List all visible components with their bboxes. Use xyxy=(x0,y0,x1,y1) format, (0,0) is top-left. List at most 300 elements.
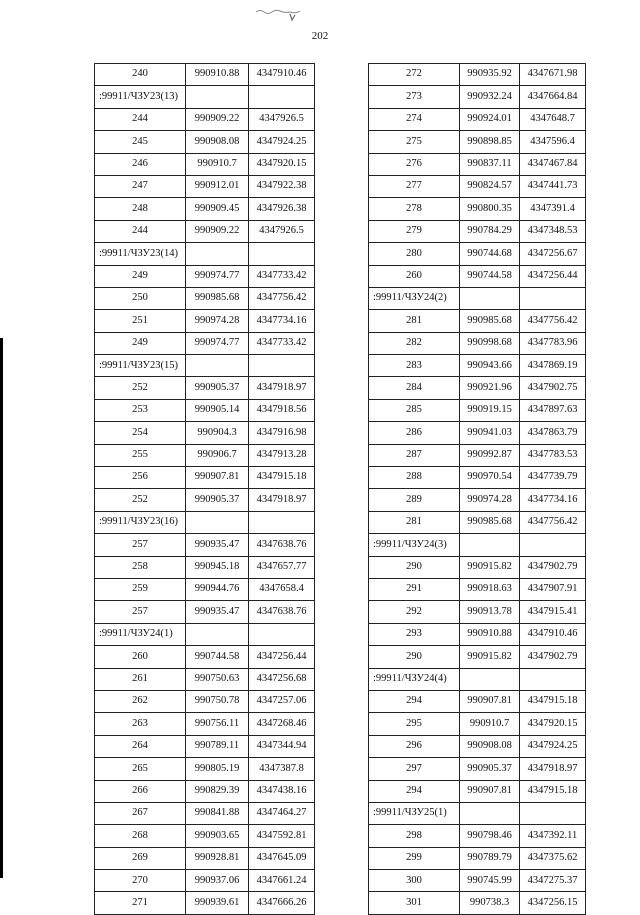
point-number-cell: 260 xyxy=(369,265,460,287)
point-number-cell: 287 xyxy=(369,444,460,466)
y-coordinate-cell: 4347902.75 xyxy=(520,377,586,399)
x-coordinate-cell: 990985.68 xyxy=(460,511,520,533)
y-coordinate-cell xyxy=(520,802,586,824)
x-coordinate-cell xyxy=(460,287,520,309)
x-coordinate-cell: 990944.76 xyxy=(186,578,249,600)
point-number-cell: 272 xyxy=(369,64,460,86)
x-coordinate-cell: 990913.78 xyxy=(460,601,520,623)
y-coordinate-cell: 4347256.15 xyxy=(520,892,586,914)
table-row xyxy=(95,131,315,153)
point-number-cell: 281 xyxy=(369,310,460,332)
x-coordinate-cell: 990928.81 xyxy=(186,847,249,869)
x-coordinate-cell: 990935.47 xyxy=(186,601,249,623)
y-coordinate-cell: 4347275.37 xyxy=(520,870,586,892)
x-coordinate-cell xyxy=(186,355,249,377)
y-coordinate-cell: 4347783.53 xyxy=(520,444,586,466)
x-coordinate-cell: 990837.11 xyxy=(460,153,520,175)
x-coordinate-cell: 990800.35 xyxy=(460,198,520,220)
y-coordinate-cell: 4347756.42 xyxy=(520,511,586,533)
y-coordinate-cell: 4347348.53 xyxy=(520,220,586,242)
table-row xyxy=(369,802,586,824)
y-coordinate-cell: 4347375.62 xyxy=(520,847,586,869)
point-number-cell: 281 xyxy=(369,511,460,533)
x-coordinate-cell: 990744.58 xyxy=(186,646,249,668)
point-number-cell: 267 xyxy=(95,802,186,824)
y-coordinate-cell: 4347920.15 xyxy=(520,713,586,735)
point-number-cell: 265 xyxy=(95,758,186,780)
x-coordinate-cell: 990907.81 xyxy=(460,690,520,712)
coordinates-table-left-body xyxy=(95,64,315,915)
table-row xyxy=(95,399,315,421)
table-row xyxy=(95,870,315,892)
point-number-cell: 251 xyxy=(95,310,186,332)
table-row xyxy=(95,220,315,242)
point-number-cell: 282 xyxy=(369,332,460,354)
table-row xyxy=(95,310,315,332)
point-number-cell: 240 xyxy=(95,64,186,86)
table-row xyxy=(95,377,315,399)
table-row xyxy=(95,467,315,489)
x-coordinate-cell: 990915.82 xyxy=(460,646,520,668)
point-number-cell: 295 xyxy=(369,713,460,735)
table-row xyxy=(95,153,315,175)
x-coordinate-cell: 990992.87 xyxy=(460,444,520,466)
y-coordinate-cell xyxy=(520,287,586,309)
table-row xyxy=(369,64,586,86)
x-coordinate-cell: 990910.88 xyxy=(186,64,249,86)
x-coordinate-cell xyxy=(186,86,249,108)
table-row xyxy=(369,601,586,623)
table-row xyxy=(369,735,586,757)
point-number-cell: 249 xyxy=(95,332,186,354)
x-coordinate-cell xyxy=(186,243,249,265)
table-row xyxy=(369,198,586,220)
table-row xyxy=(95,243,315,265)
table-row xyxy=(369,265,586,287)
x-coordinate-cell: 990841.88 xyxy=(186,802,249,824)
y-coordinate-cell: 4347387.8 xyxy=(249,758,315,780)
y-coordinate-cell: 4347918.56 xyxy=(249,399,315,421)
y-coordinate-cell: 4347344.94 xyxy=(249,735,315,757)
parcel-label-cell: :99911/ЧЗУ25(1) xyxy=(369,802,460,824)
point-number-cell: 266 xyxy=(95,780,186,802)
table-row xyxy=(95,892,315,914)
x-coordinate-cell: 990945.18 xyxy=(186,556,249,578)
x-coordinate-cell xyxy=(186,623,249,645)
x-coordinate-cell: 990998.68 xyxy=(460,332,520,354)
y-coordinate-cell: 4347734.16 xyxy=(520,489,586,511)
point-number-cell: 271 xyxy=(95,892,186,914)
point-number-cell: 299 xyxy=(369,847,460,869)
y-coordinate-cell: 4347464.27 xyxy=(249,802,315,824)
table-row xyxy=(369,892,586,914)
x-coordinate-cell: 990908.08 xyxy=(460,735,520,757)
table-row xyxy=(369,534,586,556)
point-number-cell: 276 xyxy=(369,153,460,175)
x-coordinate-cell: 990905.37 xyxy=(186,377,249,399)
y-coordinate-cell: 4347596.4 xyxy=(520,131,586,153)
parcel-label-cell: :99911/ЧЗУ23(14) xyxy=(95,243,186,265)
y-coordinate-cell: 4347915.18 xyxy=(520,690,586,712)
point-number-cell: 270 xyxy=(95,870,186,892)
y-coordinate-cell: 4347671.98 xyxy=(520,64,586,86)
y-coordinate-cell: 4347915.18 xyxy=(249,467,315,489)
point-number-cell: 258 xyxy=(95,556,186,578)
y-coordinate-cell: 4347783.96 xyxy=(520,332,586,354)
coordinates-table-right-body xyxy=(369,64,586,915)
x-coordinate-cell: 990756.11 xyxy=(186,713,249,735)
table-row xyxy=(95,780,315,802)
table-row xyxy=(369,780,586,802)
y-coordinate-cell: 4347734.16 xyxy=(249,310,315,332)
table-row xyxy=(95,534,315,556)
y-coordinate-cell: 4347907.91 xyxy=(520,578,586,600)
y-coordinate-cell: 4347916.98 xyxy=(249,422,315,444)
y-coordinate-cell: 4347657.77 xyxy=(249,556,315,578)
y-coordinate-cell: 4347658.4 xyxy=(249,578,315,600)
table-row xyxy=(369,870,586,892)
y-coordinate-cell: 4347915.18 xyxy=(520,780,586,802)
y-coordinate-cell: 4347391.4 xyxy=(520,198,586,220)
table-row xyxy=(95,847,315,869)
table-row xyxy=(369,713,586,735)
table-row xyxy=(369,758,586,780)
table-row xyxy=(95,355,315,377)
x-coordinate-cell: 990985.68 xyxy=(460,310,520,332)
table-row xyxy=(369,310,586,332)
y-coordinate-cell: 4347638.76 xyxy=(249,601,315,623)
table-row xyxy=(369,690,586,712)
y-coordinate-cell: 4347666.26 xyxy=(249,892,315,914)
x-coordinate-cell: 990750.78 xyxy=(186,690,249,712)
y-coordinate-cell: 4347648.7 xyxy=(520,108,586,130)
y-coordinate-cell: 4347733.42 xyxy=(249,265,315,287)
x-coordinate-cell: 990798.46 xyxy=(460,825,520,847)
point-number-cell: 297 xyxy=(369,758,460,780)
point-number-cell: 279 xyxy=(369,220,460,242)
point-number-cell: 289 xyxy=(369,489,460,511)
scan-edge-bar xyxy=(0,338,3,878)
x-coordinate-cell: 990939.61 xyxy=(186,892,249,914)
table-row xyxy=(369,332,586,354)
x-coordinate-cell: 990789.79 xyxy=(460,847,520,869)
table-row xyxy=(95,556,315,578)
point-number-cell: 247 xyxy=(95,175,186,197)
y-coordinate-cell: 4347256.44 xyxy=(520,265,586,287)
table-row xyxy=(95,690,315,712)
point-number-cell: 257 xyxy=(95,601,186,623)
y-coordinate-cell xyxy=(249,86,315,108)
table-row xyxy=(95,444,315,466)
y-coordinate-cell: 4347902.79 xyxy=(520,556,586,578)
table-row xyxy=(95,511,315,533)
y-coordinate-cell: 4347910.46 xyxy=(249,64,315,86)
x-coordinate-cell: 990974.77 xyxy=(186,265,249,287)
point-number-cell: 262 xyxy=(95,690,186,712)
x-coordinate-cell: 990824.57 xyxy=(460,175,520,197)
y-coordinate-cell: 4347638.76 xyxy=(249,534,315,556)
point-number-cell: 244 xyxy=(95,108,186,130)
table-row xyxy=(95,668,315,690)
parcel-label-cell: :99911/ЧЗУ24(3) xyxy=(369,534,460,556)
y-coordinate-cell: 4347268.46 xyxy=(249,713,315,735)
point-number-cell: 250 xyxy=(95,287,186,309)
table-row xyxy=(369,467,586,489)
x-coordinate-cell: 990918.63 xyxy=(460,578,520,600)
y-coordinate-cell: 4347863.79 xyxy=(520,422,586,444)
point-number-cell: 244 xyxy=(95,220,186,242)
table-row xyxy=(95,735,315,757)
y-coordinate-cell: 4347918.97 xyxy=(520,758,586,780)
x-coordinate-cell: 990905.14 xyxy=(186,399,249,421)
y-coordinate-cell: 4347756.42 xyxy=(520,310,586,332)
y-coordinate-cell: 4347922.38 xyxy=(249,175,315,197)
table-row xyxy=(95,86,315,108)
table-row xyxy=(95,601,315,623)
point-number-cell: 246 xyxy=(95,153,186,175)
table-row xyxy=(95,646,315,668)
point-number-cell: 291 xyxy=(369,578,460,600)
table-row xyxy=(95,287,315,309)
y-coordinate-cell xyxy=(249,623,315,645)
point-number-cell: 259 xyxy=(95,578,186,600)
y-coordinate-cell: 4347756.42 xyxy=(249,287,315,309)
y-coordinate-cell: 4347897.63 xyxy=(520,399,586,421)
point-number-cell: 249 xyxy=(95,265,186,287)
y-coordinate-cell: 4347256.44 xyxy=(249,646,315,668)
y-coordinate-cell: 4347392.11 xyxy=(520,825,586,847)
point-number-cell: 252 xyxy=(95,489,186,511)
table-row xyxy=(369,86,586,108)
x-coordinate-cell: 990910.7 xyxy=(460,713,520,735)
point-number-cell: 261 xyxy=(95,668,186,690)
point-number-cell: 268 xyxy=(95,825,186,847)
x-coordinate-cell: 990907.81 xyxy=(460,780,520,802)
y-coordinate-cell: 4347926.38 xyxy=(249,198,315,220)
y-coordinate-cell xyxy=(520,534,586,556)
x-coordinate-cell: 990974.28 xyxy=(460,489,520,511)
x-coordinate-cell: 990905.37 xyxy=(460,758,520,780)
x-coordinate-cell: 990919.15 xyxy=(460,399,520,421)
point-number-cell: 290 xyxy=(369,556,460,578)
point-number-cell: 264 xyxy=(95,735,186,757)
table-row xyxy=(95,825,315,847)
point-number-cell: 288 xyxy=(369,467,460,489)
x-coordinate-cell: 990744.68 xyxy=(460,243,520,265)
y-coordinate-cell: 4347918.97 xyxy=(249,489,315,511)
x-coordinate-cell: 990974.28 xyxy=(186,310,249,332)
table-row xyxy=(369,578,586,600)
x-coordinate-cell: 990909.22 xyxy=(186,108,249,130)
y-coordinate-cell xyxy=(249,511,315,533)
x-coordinate-cell: 990805.19 xyxy=(186,758,249,780)
x-coordinate-cell: 990909.45 xyxy=(186,198,249,220)
table-row xyxy=(369,511,586,533)
table-row xyxy=(95,713,315,735)
point-number-cell: 296 xyxy=(369,735,460,757)
x-coordinate-cell: 990907.81 xyxy=(186,467,249,489)
table-row xyxy=(369,131,586,153)
table-row xyxy=(369,444,586,466)
table-row xyxy=(369,847,586,869)
x-coordinate-cell: 990908.08 xyxy=(186,131,249,153)
y-coordinate-cell: 4347664.84 xyxy=(520,86,586,108)
table-row xyxy=(369,668,586,690)
point-number-cell: 294 xyxy=(369,690,460,712)
table-row xyxy=(95,422,315,444)
table-row xyxy=(369,556,586,578)
x-coordinate-cell: 990941.03 xyxy=(460,422,520,444)
point-number-cell: 253 xyxy=(95,399,186,421)
x-coordinate-cell: 990970.54 xyxy=(460,467,520,489)
y-coordinate-cell: 4347441.73 xyxy=(520,175,586,197)
y-coordinate-cell: 4347918.97 xyxy=(249,377,315,399)
point-number-cell: 283 xyxy=(369,355,460,377)
y-coordinate-cell: 4347915.41 xyxy=(520,601,586,623)
parcel-label-cell: :99911/ЧЗУ24(1) xyxy=(95,623,186,645)
x-coordinate-cell xyxy=(460,802,520,824)
x-coordinate-cell: 990937.06 xyxy=(186,870,249,892)
x-coordinate-cell: 990745.99 xyxy=(460,870,520,892)
table-row xyxy=(369,489,586,511)
y-coordinate-cell: 4347733.42 xyxy=(249,332,315,354)
x-coordinate-cell xyxy=(460,668,520,690)
table-row xyxy=(369,220,586,242)
x-coordinate-cell: 990750.63 xyxy=(186,668,249,690)
x-coordinate-cell: 990789.11 xyxy=(186,735,249,757)
table-row xyxy=(369,243,586,265)
x-coordinate-cell: 990744.58 xyxy=(460,265,520,287)
parcel-label-cell: :99911/ЧЗУ23(13) xyxy=(95,86,186,108)
point-number-cell: 284 xyxy=(369,377,460,399)
table-row xyxy=(369,287,586,309)
point-number-cell: 285 xyxy=(369,399,460,421)
point-number-cell: 292 xyxy=(369,601,460,623)
y-coordinate-cell: 4347645.09 xyxy=(249,847,315,869)
point-number-cell: 254 xyxy=(95,422,186,444)
table-row xyxy=(95,623,315,645)
point-number-cell: 301 xyxy=(369,892,460,914)
page-number: 202 xyxy=(311,30,329,42)
x-coordinate-cell: 990985.68 xyxy=(186,287,249,309)
y-coordinate-cell: 4347920.15 xyxy=(249,153,315,175)
y-coordinate-cell: 4347869.19 xyxy=(520,355,586,377)
y-coordinate-cell: 4347438.16 xyxy=(249,780,315,802)
table-row xyxy=(95,489,315,511)
x-coordinate-cell: 990738.3 xyxy=(460,892,520,914)
y-coordinate-cell: 4347592.81 xyxy=(249,825,315,847)
table-row xyxy=(95,758,315,780)
point-number-cell: 300 xyxy=(369,870,460,892)
x-coordinate-cell: 990910.88 xyxy=(460,623,520,645)
y-coordinate-cell: 4347924.25 xyxy=(520,735,586,757)
point-number-cell: 263 xyxy=(95,713,186,735)
point-number-cell: 280 xyxy=(369,243,460,265)
point-number-cell: 245 xyxy=(95,131,186,153)
x-coordinate-cell: 990921.96 xyxy=(460,377,520,399)
point-number-cell: 278 xyxy=(369,198,460,220)
y-coordinate-cell: 4347467.84 xyxy=(520,153,586,175)
point-number-cell: 260 xyxy=(95,646,186,668)
table-row xyxy=(369,355,586,377)
y-coordinate-cell: 4347926.5 xyxy=(249,220,315,242)
table-row xyxy=(369,399,586,421)
parcel-label-cell: :99911/ЧЗУ24(4) xyxy=(369,668,460,690)
table-row xyxy=(369,623,586,645)
x-coordinate-cell: 990784.29 xyxy=(460,220,520,242)
table-row xyxy=(95,198,315,220)
parcel-label-cell: :99911/ЧЗУ24(2) xyxy=(369,287,460,309)
x-coordinate-cell: 990915.82 xyxy=(460,556,520,578)
x-coordinate-cell: 990829.39 xyxy=(186,780,249,802)
point-number-cell: 248 xyxy=(95,198,186,220)
x-coordinate-cell: 990909.22 xyxy=(186,220,249,242)
table-row xyxy=(95,175,315,197)
y-coordinate-cell: 4347739.79 xyxy=(520,467,586,489)
point-number-cell: 290 xyxy=(369,646,460,668)
point-number-cell: 256 xyxy=(95,467,186,489)
table-row xyxy=(369,646,586,668)
x-coordinate-cell: 990924.01 xyxy=(460,108,520,130)
x-coordinate-cell: 990904.3 xyxy=(186,422,249,444)
y-coordinate-cell: 4347902.79 xyxy=(520,646,586,668)
point-number-cell: 269 xyxy=(95,847,186,869)
table-row xyxy=(95,265,315,287)
table-row xyxy=(95,332,315,354)
point-number-cell: 286 xyxy=(369,422,460,444)
x-coordinate-cell: 990912.01 xyxy=(186,175,249,197)
table-row xyxy=(95,802,315,824)
y-coordinate-cell: 4347661.24 xyxy=(249,870,315,892)
x-coordinate-cell: 990906.7 xyxy=(186,444,249,466)
coordinates-table-left xyxy=(94,63,315,915)
y-coordinate-cell: 4347913.28 xyxy=(249,444,315,466)
x-coordinate-cell: 990974.77 xyxy=(186,332,249,354)
y-coordinate-cell: 4347926.5 xyxy=(249,108,315,130)
table-row xyxy=(95,64,315,86)
table-row xyxy=(369,153,586,175)
table-row xyxy=(95,108,315,130)
x-coordinate-cell: 990898.85 xyxy=(460,131,520,153)
x-coordinate-cell xyxy=(186,511,249,533)
y-coordinate-cell: 4347910.46 xyxy=(520,623,586,645)
x-coordinate-cell: 990935.47 xyxy=(186,534,249,556)
y-coordinate-cell xyxy=(249,355,315,377)
point-number-cell: 293 xyxy=(369,623,460,645)
point-number-cell: 274 xyxy=(369,108,460,130)
point-number-cell: 294 xyxy=(369,780,460,802)
point-number-cell: 255 xyxy=(95,444,186,466)
y-coordinate-cell: 4347256.68 xyxy=(249,668,315,690)
table-row xyxy=(369,108,586,130)
x-coordinate-cell: 990943.66 xyxy=(460,355,520,377)
parcel-label-cell: :99911/ЧЗУ23(16) xyxy=(95,511,186,533)
y-coordinate-cell: 4347924.25 xyxy=(249,131,315,153)
parcel-label-cell: :99911/ЧЗУ23(15) xyxy=(95,355,186,377)
table-row xyxy=(369,377,586,399)
x-coordinate-cell xyxy=(460,534,520,556)
point-number-cell: 277 xyxy=(369,175,460,197)
table-row xyxy=(369,175,586,197)
point-number-cell: 273 xyxy=(369,86,460,108)
point-number-cell: 257 xyxy=(95,534,186,556)
point-number-cell: 298 xyxy=(369,825,460,847)
y-coordinate-cell xyxy=(249,243,315,265)
point-number-cell: 252 xyxy=(95,377,186,399)
y-coordinate-cell xyxy=(520,668,586,690)
y-coordinate-cell: 4347256.67 xyxy=(520,243,586,265)
table-row xyxy=(369,825,586,847)
